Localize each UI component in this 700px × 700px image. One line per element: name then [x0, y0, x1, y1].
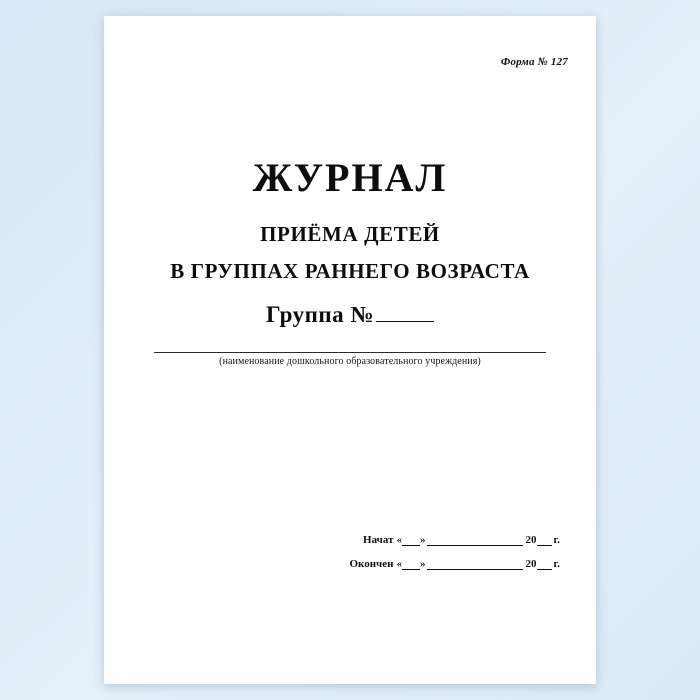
- started-quote-close: »: [419, 534, 426, 546]
- footer-block: [290, 534, 560, 582]
- group-field: [104, 302, 596, 328]
- started-year-blank: [537, 535, 552, 546]
- subtitle-line-2: В ГРУППАХ РАННЕГО ВОЗРАСТА: [170, 259, 530, 283]
- subtitle-line-1: ПРИЁМА ДЕТЕЙ: [260, 222, 440, 246]
- finished-quote-close: »: [419, 558, 426, 570]
- finished-day-blank: [402, 559, 420, 570]
- group-number-blank: [376, 304, 434, 322]
- started-month-blank: [427, 535, 523, 546]
- started-day-blank: [402, 535, 420, 546]
- started-year-suffix: г.: [553, 534, 560, 546]
- organization-rule: [154, 352, 546, 353]
- finished-row: [290, 558, 560, 570]
- started-label: Начат: [363, 534, 394, 546]
- started-year-prefix: 20: [525, 534, 537, 546]
- organization-caption: (наименование дошкольного образовательного учреждения): [219, 356, 481, 367]
- form-number: Форма № 127: [500, 56, 568, 68]
- organization-field: [154, 352, 546, 367]
- finished-month-blank: [427, 559, 523, 570]
- title-block: [104, 156, 596, 328]
- finished-quote-open: «: [396, 558, 402, 570]
- finished-year-blank: [537, 559, 552, 570]
- group-label: Группа №: [265, 302, 375, 327]
- finished-label: Окончен: [349, 558, 394, 570]
- started-quote-open: «: [396, 534, 402, 546]
- started-row: [290, 534, 560, 546]
- page-title: ЖУРНАЛ: [252, 155, 448, 200]
- finished-year-prefix: 20: [525, 558, 537, 570]
- document-page: [104, 16, 596, 684]
- finished-year-suffix: г.: [553, 558, 560, 570]
